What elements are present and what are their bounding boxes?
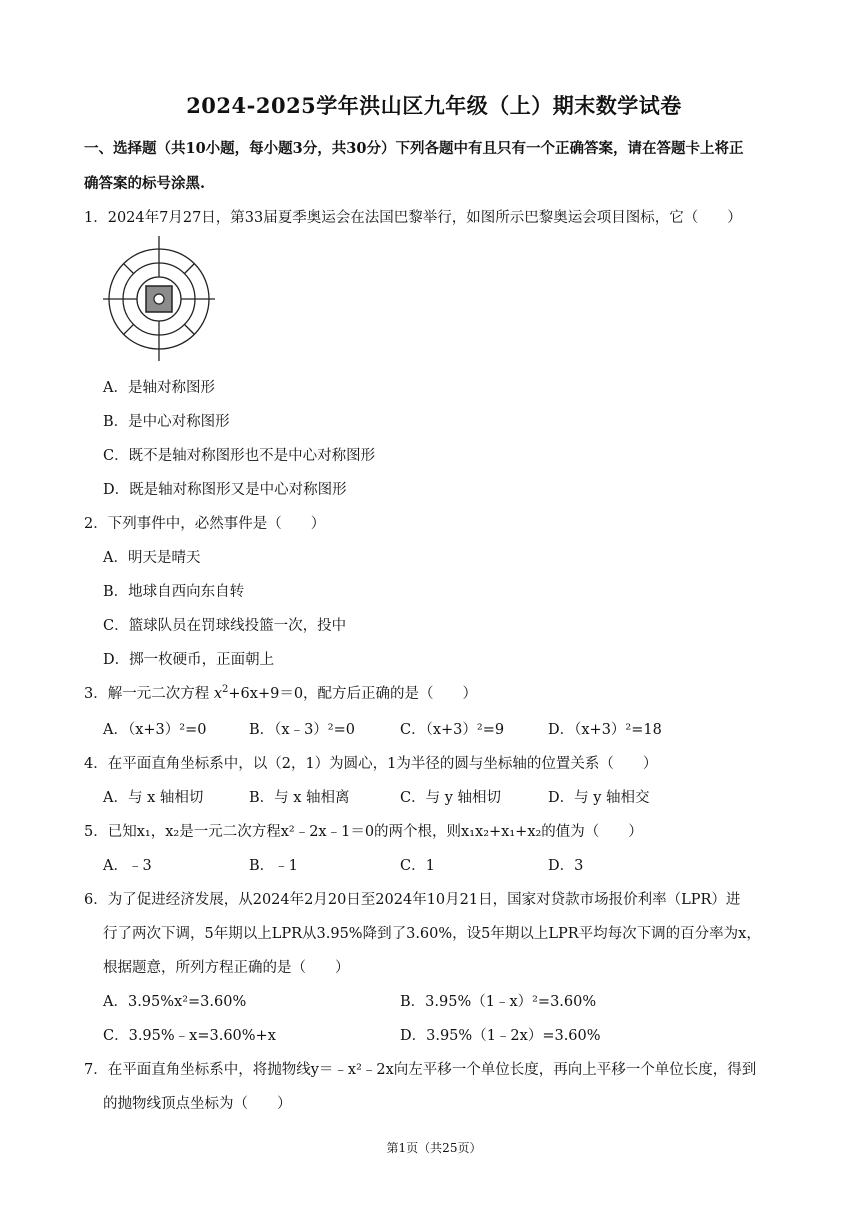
paris-olympics-icon-figure (103, 236, 218, 361)
question-1-option-d: D．既是轴对称图形又是中心对称图形 (103, 482, 347, 498)
question-6-stem-line-3: 根据题意，所列方程正确的是（ ） (103, 960, 350, 976)
question-6-option-c: C．3.95%﹣x=3.60%+x (103, 1028, 276, 1044)
question-3-exponent: 2 (222, 684, 229, 696)
section-header-line-2: 确答案的标号涂黑. (84, 175, 206, 192)
question-6-stem-line-2: 行了两次下调，5年期以上LPR从3.95%降到了3.60%，设5年期以上LPR平均每次下调的百分率为x， (103, 926, 761, 942)
question-2-option-c: C．篮球队员在罚球线投篮一次，投中 (103, 618, 347, 634)
question-4-option-b: B．与 x 轴相离 (249, 790, 350, 806)
question-6-option-d: D．3.95%（1﹣2x）=3.60% (400, 1028, 601, 1044)
question-6-option-b: B．3.95%（1﹣x）²=3.60% (400, 994, 597, 1010)
question-4-option-a: A．与 x 轴相切 (103, 790, 204, 806)
question-3-stem-prefix: 3．解一元二次方程 (84, 686, 214, 702)
question-1-option-a: A．是轴对称图形 (103, 380, 215, 396)
question-7-stem-line-2: 的抛物线顶点坐标为（ ） (103, 1096, 292, 1112)
question-1-option-c: C．既不是轴对称图形也不是中心对称图形 (103, 448, 376, 464)
question-2-option-a: A．明天是晴天 (103, 550, 201, 566)
question-6-stem-line-1: 6．为了促进经济发展，从2024年2月20日至2024年10月21日，国家对贷款市场报价利率（LPR）进 (84, 892, 741, 908)
question-5-option-c: C．1 (400, 858, 435, 874)
question-5-option-b: B．﹣1 (249, 858, 298, 874)
question-6-option-a: A．3.95%x²=3.60% (103, 994, 247, 1010)
question-3-option-d: D．（x+3）²=18 (548, 722, 662, 738)
question-3-variable: x (213, 686, 223, 702)
question-3-option-a: A．（x+3）²=0 (103, 722, 207, 738)
question-2-stem: 2．下列事件中，必然事件是（ ） (84, 516, 326, 532)
question-2-option-b: B．地球自西向东自转 (103, 584, 245, 600)
question-3-option-c: C．（x+3）²=9 (400, 722, 505, 738)
question-1-option-b: B．是中心对称图形 (103, 414, 230, 430)
question-4-option-d: D．与 y 轴相交 (548, 790, 650, 806)
question-2-option-d: D．掷一枚硬币，正面朝上 (103, 652, 275, 668)
question-5-option-d: D．3 (548, 858, 584, 874)
page-footer: 第1页（共25页） (386, 1141, 482, 1155)
question-4-stem: 4．在平面直角坐标系中，以（2，1）为圆心，1为半径的圆与坐标轴的位置关系（ ） (84, 756, 658, 772)
question-3-stem (84, 682, 477, 703)
question-5-stem: 5．已知x₁，x₂是一元二次方程x²﹣2x﹣1＝0的两个根，则x₁x₂+x₁+x₂的值为（ ） (84, 824, 643, 840)
question-1-stem: 1．2024年7月27日，第33届夏季奥运会在法国巴黎举行，如图所示巴黎奥运会项目图标，它（ ） (84, 210, 742, 226)
section-header-line-1: 一、选择题（共10小题，每小题3分，共30分）下列各题中有且只有一个正确答案，请在答题卡上将正 (84, 140, 744, 157)
question-7-stem-line-1: 7．在平面直角坐标系中，将抛物线y＝﹣x²﹣2x向左平移一个单位长度，再向上平移一个单位长度，得到 (84, 1062, 757, 1078)
question-5-option-a: A．﹣3 (103, 858, 152, 874)
question-3-option-b: B．（x﹣3）²=0 (249, 722, 355, 738)
question-4-option-c: C．与 y 轴相切 (400, 790, 502, 806)
question-3-stem-rest: +6x+9＝0，配方后正确的是（ ） (228, 686, 478, 702)
page-title: 2024-2025学年洪山区九年级（上）期末数学试卷 (186, 93, 682, 118)
